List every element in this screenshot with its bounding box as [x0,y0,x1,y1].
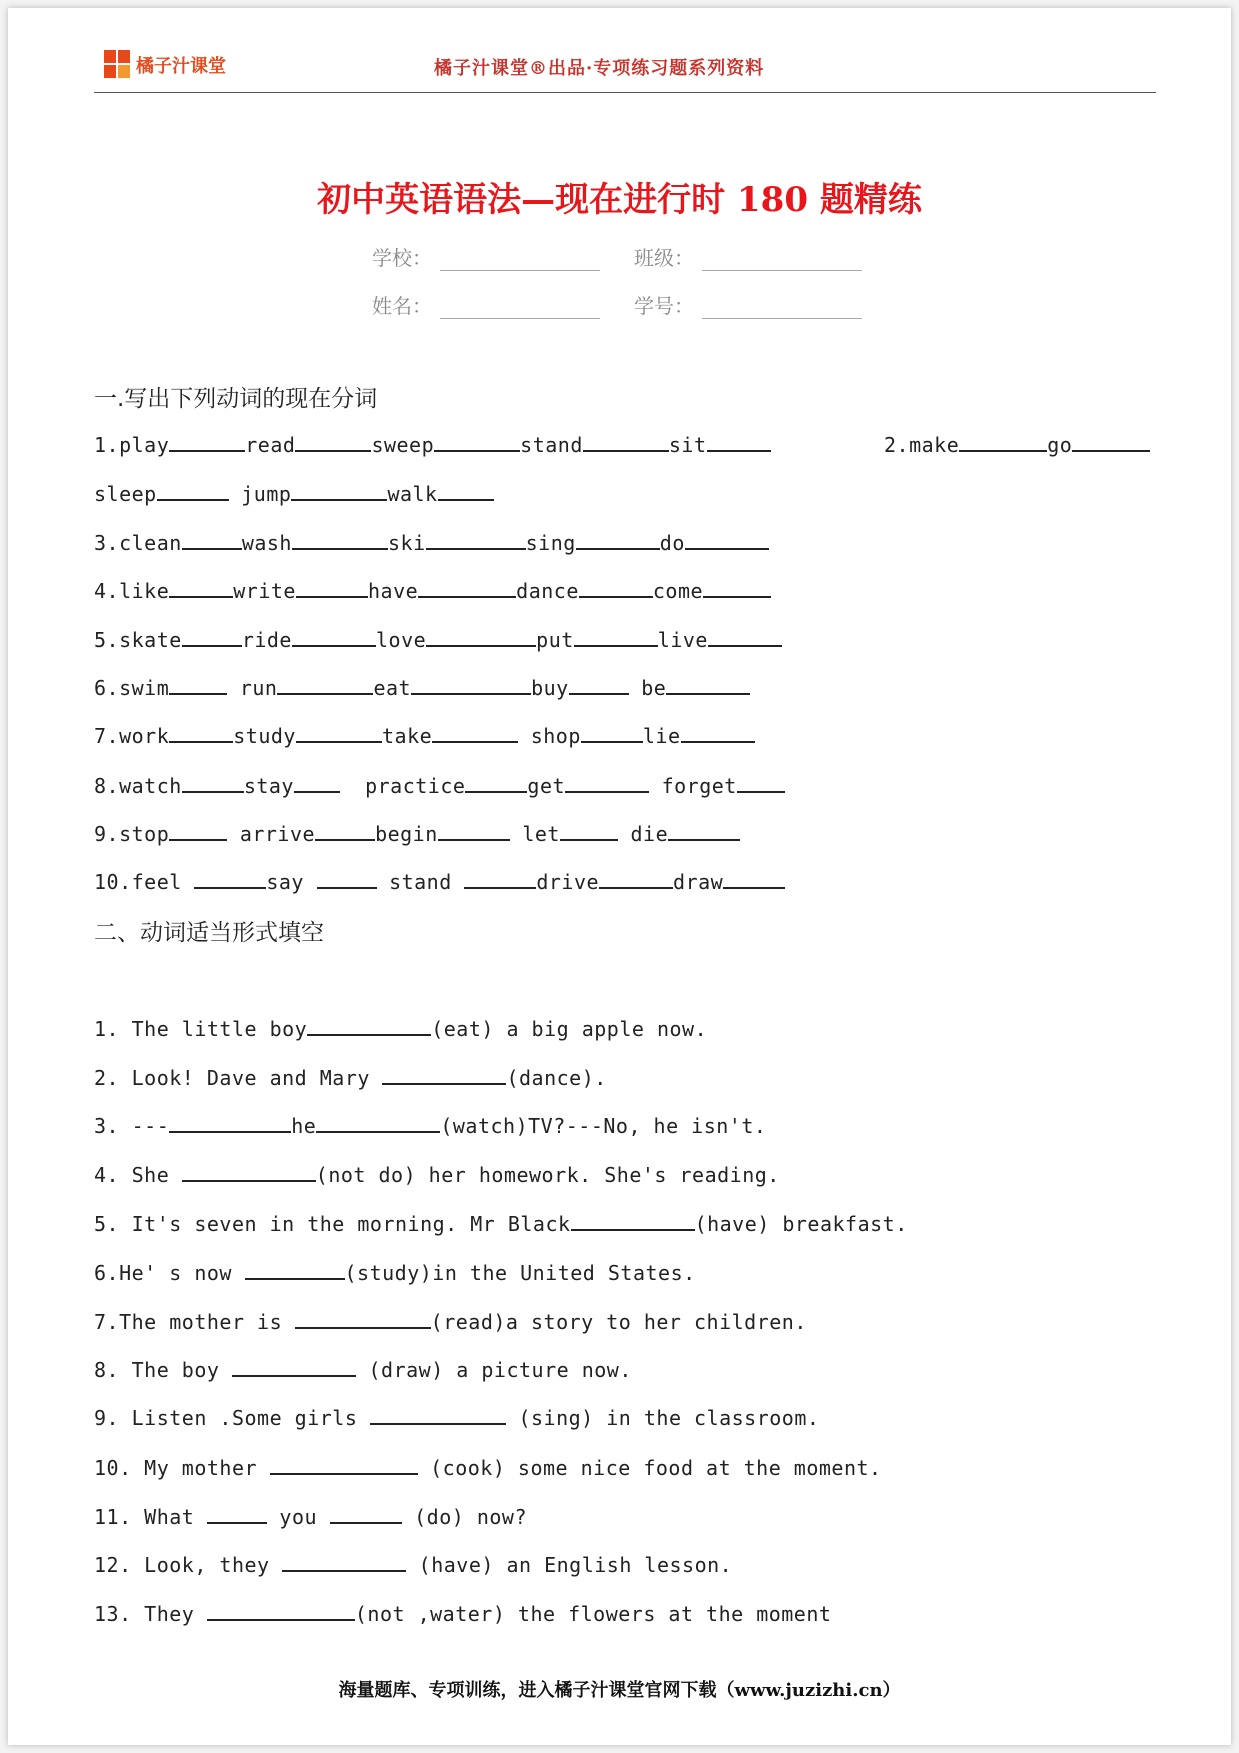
question-text: 9. Listen .Some girls [94,1406,370,1430]
school-field: 学校： [372,242,600,271]
page-footer: 海量题库、专项训练，进入橘子汁课堂官网下载（www.juzizhi.cn） [338,1680,901,1701]
answer-blank[interactable] [157,481,229,501]
question-text: 10. [94,870,132,894]
answer-blank[interactable] [1072,432,1150,452]
section2-heading: 二、动词适当形式填空 [94,920,324,946]
question-text: 2. Look! Dave and Mary [94,1066,383,1090]
question-text: 6. [94,676,120,700]
q7-row [94,723,755,748]
answer-blank[interactable] [576,530,660,550]
question-text: (eat) a big apple now. [431,1017,708,1041]
s2-q5 [94,1211,908,1236]
answer-blank[interactable] [169,432,245,452]
question-text: stand [520,433,583,457]
question-text: arrive [239,822,316,846]
s2-q6 [94,1260,696,1285]
answer-blank[interactable] [292,530,388,550]
question-text: 13. They [94,1602,207,1626]
answer-blank[interactable] [707,432,771,452]
name-line[interactable] [440,298,600,319]
question-text: wash [241,531,292,555]
answer-blank[interactable] [569,675,629,695]
id-line[interactable] [702,298,862,319]
answer-blank[interactable] [426,627,536,647]
answer-blank[interactable] [438,821,510,841]
question-text: (have) an English lesson. [406,1553,733,1577]
question-text: (sing) in the classroom. [505,1406,820,1430]
answer-blank[interactable] [182,773,244,793]
question-text: love [375,628,427,652]
answer-blank[interactable] [703,578,771,598]
question-text: 1. The little boy [94,1017,308,1041]
q1-row [94,432,771,457]
question-text: write [233,579,296,603]
brand-logo [104,50,226,80]
question-text: swim [119,676,170,700]
answer-blank[interactable] [182,530,242,550]
question-text: run [239,676,278,700]
question-text: (dance). [506,1066,607,1090]
s2-q4 [94,1162,780,1187]
answer-blank[interactable] [465,773,527,793]
document-title: 初中英语语法—现在进行时 180 题精练 [317,180,922,220]
question-text: 8. The boy [94,1358,232,1382]
s2-q2 [94,1065,607,1090]
question-text: 7.The mother is [94,1310,295,1334]
question-text: skate [119,628,182,652]
question-text: (watch)TV?---No, he isn't. [440,1114,767,1138]
answer-blank[interactable] [296,723,382,743]
answer-blank[interactable] [207,1504,267,1524]
answer-blank[interactable] [270,1455,418,1475]
question-text: practice [365,774,466,798]
question-text: take [381,724,433,748]
s2-q8 [94,1357,632,1382]
answer-blank[interactable] [207,1601,355,1621]
answer-blank[interactable] [282,1552,406,1572]
answer-blank[interactable] [296,578,368,598]
section1-heading: 一.写出下列动词的现在分词 [94,386,378,412]
question-text: 10. My mother [94,1456,270,1480]
question-text: do [659,531,685,555]
question-text: jump [241,482,292,506]
answer-blank[interactable] [426,530,526,550]
s2-q13 [94,1601,831,1626]
answer-blank[interactable] [438,481,494,501]
question-text: put [536,628,574,652]
s2-q11 [94,1504,527,1529]
question-text: 9. [94,822,120,846]
answer-blank[interactable] [685,530,769,550]
question-text: 5. [94,628,120,652]
page-header [94,46,1156,93]
answer-blank[interactable] [295,1309,431,1329]
answer-blank[interactable] [737,773,785,793]
question-text: he [291,1114,317,1138]
answer-blank[interactable] [418,578,516,598]
question-text: (study)in the United States. [344,1261,696,1285]
answer-blank[interactable] [245,1260,345,1280]
question-text: 11. What [94,1505,207,1529]
answer-blank[interactable] [723,869,785,889]
question-text: stand [389,870,452,894]
question-text: clean [119,531,182,555]
question-text: forget [661,774,737,798]
answer-blank[interactable] [959,432,1047,452]
question-text: sleep [94,482,157,506]
question-text: (do) now? [401,1505,528,1529]
s2-q10 [94,1455,882,1480]
question-text: eat [373,676,412,700]
answer-blank[interactable] [583,432,669,452]
q3-row [94,530,769,555]
answer-blank[interactable] [292,627,376,647]
question-text: like [119,579,170,603]
school-line[interactable] [440,250,600,271]
question-text: make [909,433,960,457]
question-text: buy [531,676,569,700]
q10-row [94,869,785,894]
question-text: go [1047,433,1073,457]
question-text: draw [673,870,724,894]
logo-icon [104,50,130,80]
question-text: stay [243,774,294,798]
question-text: 8. [94,774,120,798]
question-text: 1. [94,433,120,457]
q2b-row [94,481,494,506]
question-text: feel [131,870,182,894]
q8-row [94,773,785,798]
question-text: (cook) some nice food at the moment. [417,1456,882,1480]
question-text: walk [387,482,438,506]
question-text: 3. --- [94,1114,170,1138]
answer-blank[interactable] [708,627,782,647]
answer-blank[interactable] [169,578,233,598]
answer-blank[interactable] [232,1357,356,1377]
answer-blank[interactable] [315,821,375,841]
answer-blank[interactable] [382,1065,506,1085]
answer-blank[interactable] [317,869,377,889]
class-field: 班级： [634,242,862,271]
answer-blank[interactable] [169,723,233,743]
s2-q12 [94,1552,732,1577]
answer-blank[interactable] [370,1405,506,1425]
question-text: 7. [94,724,120,748]
question-text: ski [387,531,426,555]
question-text: have [367,579,419,603]
answer-blank[interactable] [579,578,653,598]
s2-q7 [94,1309,807,1334]
answer-blank[interactable] [277,675,373,695]
question-text: study [233,724,296,748]
answer-blank[interactable] [565,773,649,793]
question-text: work [119,724,170,748]
answer-blank[interactable] [668,821,740,841]
answer-blank[interactable] [182,1162,316,1182]
answer-blank[interactable] [169,821,227,841]
question-text: live [657,628,708,652]
q9-row [94,821,740,846]
question-text: 4. [94,579,120,603]
q2-row [884,432,1150,457]
answer-blank[interactable] [571,1211,695,1231]
answer-blank[interactable] [182,627,242,647]
question-text: read [245,433,296,457]
question-text: 12. Look, they [94,1553,283,1577]
question-text: stop [119,822,170,846]
question-text: begin [375,822,438,846]
question-text: say [266,870,304,894]
logo-text: 橘子汁课堂 [136,56,226,77]
question-text: be [641,676,667,700]
question-text: watch [119,774,182,798]
q6-row [94,675,750,700]
answer-blank[interactable] [574,627,658,647]
question-text: (draw) a picture now. [355,1358,632,1382]
answer-blank[interactable] [330,1504,402,1524]
answer-blank[interactable] [307,1016,431,1036]
answer-blank[interactable] [169,1113,291,1133]
question-text: ride [241,628,292,652]
question-text: drive [536,870,600,894]
question-text: (read)a story to her children. [430,1310,807,1334]
question-text: shop [530,724,581,748]
s2-q3 [94,1113,766,1138]
answer-blank[interactable] [411,675,531,695]
class-line[interactable] [702,250,862,271]
question-text: sing [525,531,576,555]
answer-blank[interactable] [666,675,750,695]
answer-blank[interactable] [581,723,643,743]
answer-blank[interactable] [294,773,340,793]
question-text: dance [516,579,579,603]
question-text: 5. It's seven in the morning. Mr Black [94,1212,571,1236]
answer-blank[interactable] [295,432,371,452]
question-text: (not do) her homework. She's reading. [315,1163,780,1187]
question-text: 4. She [94,1163,182,1187]
question-text: (not ,water) the flowers at the moment [354,1602,832,1626]
id-field: 学号： [634,290,862,319]
question-text: lie [642,724,681,748]
question-text: play [119,433,170,457]
question-text: sweep [371,433,435,457]
question-text: sit [668,433,707,457]
answer-blank[interactable] [169,675,227,695]
question-text: you [266,1505,330,1529]
answer-blank[interactable] [432,723,518,743]
question-text: let [522,822,560,846]
answer-blank[interactable] [194,869,266,889]
question-text: come [652,579,704,603]
answer-blank[interactable] [681,723,755,743]
question-text: (have) breakfast. [694,1212,908,1236]
name-field: 姓名： [372,290,600,319]
question-text: 6.He' s now [94,1261,245,1285]
question-text: 2. [884,433,910,457]
answer-blank[interactable] [560,821,618,841]
answer-blank[interactable] [464,869,536,889]
answer-blank[interactable] [316,1113,440,1133]
question-text: get [527,774,566,798]
s2-q1 [94,1016,707,1041]
answer-blank[interactable] [434,432,520,452]
s2-q9 [94,1405,819,1430]
header-title: 橘子汁课堂®出品·专项练习题系列资料 [434,58,765,79]
question-text: 3. [94,531,120,555]
q5-row [94,627,782,652]
question-text: die [630,822,669,846]
q4-row [94,578,771,603]
answer-blank[interactable] [291,481,387,501]
answer-blank[interactable] [599,869,673,889]
